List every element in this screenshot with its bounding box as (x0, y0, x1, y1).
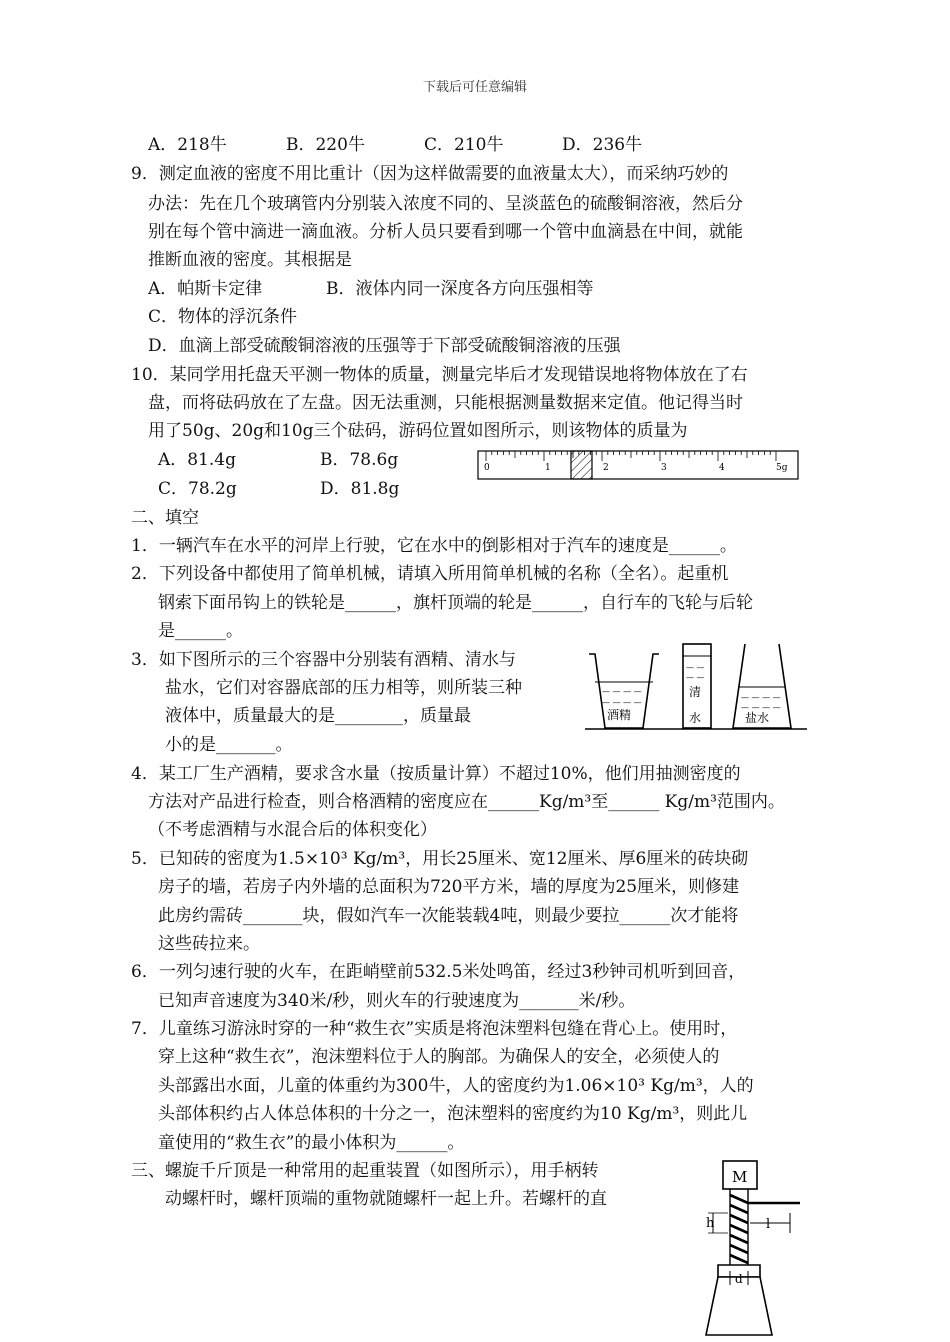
svg-text:— —: — — (686, 673, 705, 682)
q8-option-d: D．236牛 (562, 135, 643, 155)
fill-q4-line-1: 4．某工厂生产酒精，要求含水量（按质量计算）不超过10%，他们用抽测密度的 (131, 764, 741, 784)
section3-line-1: 三、螺旋千斤顶是一种常用的起重装置（如图所示），用手柄转 (131, 1161, 599, 1181)
ruler-label-3: 3 (661, 463, 667, 473)
saltwater-container (733, 644, 791, 728)
ruler-label-0: 0 (484, 463, 490, 473)
q8-options (148, 135, 642, 155)
svg-text:— — — —: — — — — (741, 703, 781, 712)
q9-line-2: 办法：先在几个玻璃管内分别装入浓度不同的、呈淡蓝色的硫酸铜溶液，然后分 (148, 194, 743, 214)
ruler-label-5g: 5g (776, 463, 788, 473)
alcohol-container (589, 654, 659, 728)
fill-q6-line-2: 已知声音速度为340米/秒，则火车的行驶速度为_______米/秒。 (158, 991, 636, 1011)
label-alcohol: 酒精 (607, 708, 632, 722)
containers-figure (585, 642, 825, 737)
svg-text:— — — —: — — — — (602, 698, 642, 707)
fill-q3-line-3: 液体中，质量最大的是________，质量最 (165, 706, 471, 726)
svg-text:— —: — — (686, 663, 705, 672)
ruler-label-2: 2 (603, 463, 609, 473)
fill-q5-line-1: 5．已知砖的密度为1.5×10³ Kg/m³，用长25厘米、宽12厘米、厚6厘米的砖块砌 (131, 849, 749, 869)
q10-line-3: 用了50g、20g和10g三个砝码，游码位置如图所示，则该物体的质量为 (148, 421, 688, 441)
label-clear: 清 (689, 685, 702, 699)
label-d: d (735, 1272, 743, 1286)
fill-q7-line-5: 童使用的“救生衣”的最小体积为______。 (158, 1133, 465, 1153)
q10-options-ab (158, 450, 398, 470)
q9-options-ab (148, 279, 594, 299)
section2-title: 二、填空 (131, 508, 199, 528)
screw-thread (730, 1189, 748, 1265)
fill-q1: 1．一辆汽车在水平的河岸上行驶，它在水中的倒影相对于汽车的速度是______。 (131, 536, 737, 556)
ruler-body (478, 451, 798, 479)
fill-q2-line-1: 2．下列设备中都使用了简单机械，请填入所用简单机械的名称（全名）。起重机 (131, 564, 729, 584)
q8-option-b: B．220牛 (286, 135, 365, 155)
page-header: 下载后可任意编辑 (422, 80, 527, 95)
label-m: M (732, 1168, 748, 1186)
q10-option-d: D．81.8g (320, 479, 400, 499)
fill-q3-line-4: 小的是_______。 (165, 735, 293, 755)
label-l: l (766, 1217, 771, 1232)
q9-line-3: 别在每个管中滴进一滴血液。分析人员只要看到哪一个管中血滴悬在中间，就能 (148, 222, 743, 242)
q9-option-b: B．液体内同一深度各方向压强相等 (326, 279, 594, 299)
section3-line-2: 动螺杆时，螺杆顶端的重物就随螺杆一起上升。若螺杆的直 (165, 1189, 607, 1209)
fill-q5-line-4: 这些砖拉来。 (158, 934, 260, 954)
q8-option-a: A．218牛 (148, 135, 227, 155)
fill-q7-line-4: 头部体积约占人体总体积的十分之一，泡沫塑料的密度约为10 Kg/m³，则此儿 (158, 1104, 748, 1124)
svg-text:— — — —: — — — — (741, 693, 781, 702)
screw-jack-figure (690, 1155, 810, 1342)
q10-options-cd (158, 479, 399, 499)
fill-q4-line-2: 方法对产品进行检查，则合格酒精的密度应在______Kg/m³至______ Kg/m³范围内。 (148, 792, 785, 812)
fill-q3-line-2: 盐水，它们对容器底部的压力相等，则所装三种 (165, 678, 522, 698)
q9-line-1: 9．测定血液的密度不用比重计（因为这样做需要的血液量太大），而采纳巧妙的 (131, 164, 729, 184)
q9-option-d: D．血滴上部受硫酸铜溶液的压强等于下部受硫酸铜溶液的压强 (148, 336, 621, 356)
fill-q2-line-3: 是______。 (158, 621, 243, 641)
q10-line-2: 盘，而将砝码放在了左盘。因无法重测，只能根据测量数据来定值。他记得当时 (148, 393, 743, 413)
fill-q4-line-3: （不考虑酒精与水混合后的体积变化） (148, 820, 437, 840)
fill-q5-line-2: 房子的墙，若房子内外墙的总面积为720平方米，墙的厚度为25厘米，则修建 (158, 877, 740, 897)
rider-slider (571, 451, 592, 479)
q9-line-4: 推断血液的密度。其根据是 (148, 250, 352, 270)
scale-ruler-figure (470, 445, 805, 487)
label-h: h (706, 1216, 715, 1231)
ruler-label-4: 4 (719, 463, 725, 473)
fill-q7-line-1: 7．儿童练习游泳时穿的一种“救生衣”实质是将泡沫塑料包缝在背心上。使用时， (131, 1019, 738, 1039)
fill-q6-line-1: 6．一列匀速行驶的火车，在距峭壁前532.5米处鸣笛，经过3秒钟司机听到回音， (131, 962, 746, 982)
fill-q2-line-2: 钢索下面吊钩上的铁轮是______，旗杆顶端的轮是______，自行车的飞轮与后轮 (158, 593, 753, 613)
label-water: 水 (689, 711, 702, 725)
q10-line-1: 10．某同学用托盘天平测一物体的质量，测量完毕后才发现错误地将物体放在了右 (131, 365, 748, 385)
q9-option-c: C．物体的浮沉条件 (148, 307, 298, 327)
q10-option-a: A．81.4g (158, 450, 237, 470)
water-container (683, 644, 711, 728)
svg-text:— — — —: — — — — (602, 687, 642, 696)
fill-q3-line-1: 3．如下图所示的三个容器中分别装有酒精、清水与 (131, 650, 516, 670)
fill-q7-line-2: 穿上这种“救生衣”，泡沫塑料位于人的胸部。为确保人的安全，必须使人的 (158, 1047, 720, 1067)
q9-option-a: A．帕斯卡定律 (148, 279, 263, 299)
label-saltwater: 盐水 (745, 711, 770, 725)
fill-q5-line-3: 此房约需砖_______块，假如汽车一次能装载4吨，则最少要拉______次才能将 (158, 906, 739, 926)
q10-option-c: C．78.2g (158, 479, 237, 499)
fill-q7-line-3: 头部露出水面，儿童的体重约为300牛，人的密度约为1.06×10³ Kg/m³，人的 (158, 1076, 754, 1096)
q8-option-c: C．210牛 (424, 135, 504, 155)
q10-option-b: B．78.6g (320, 450, 399, 470)
ruler-label-1: 1 (545, 463, 551, 473)
